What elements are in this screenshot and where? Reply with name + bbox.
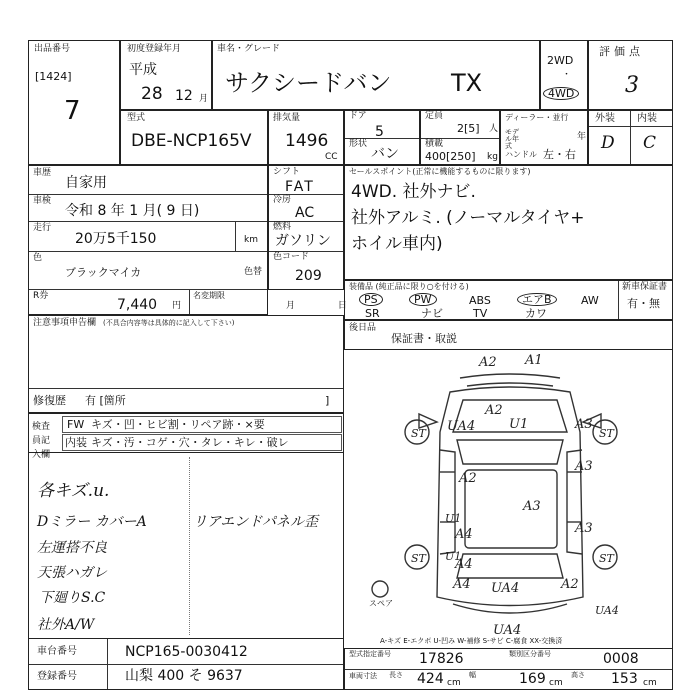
lot-number: 7	[64, 96, 81, 126]
capacity-box	[420, 110, 500, 165]
equip-navi: ナビ	[421, 307, 443, 320]
damage-mark: ST	[411, 552, 426, 565]
car-name: サクシードバン	[225, 69, 392, 97]
equip-abs: ABS	[469, 294, 491, 307]
spare-label: スペア	[369, 599, 393, 608]
name-label: 車名・グレード	[217, 44, 281, 54]
footer-right	[344, 648, 673, 690]
width-value: 169	[519, 671, 546, 687]
new-warranty-value: 有・無	[627, 297, 660, 310]
damage-mark: A2	[479, 355, 497, 370]
fuel-value: ガソリン	[275, 233, 331, 249]
history-block	[28, 165, 268, 315]
drive-dot: ・	[562, 70, 572, 80]
repair-close-bracket: ]	[325, 394, 330, 407]
mileage-label: 走行	[33, 223, 52, 233]
recycle-label: R券	[33, 291, 49, 301]
first-reg-label: 初度登録年月	[127, 44, 182, 54]
load-value: 400[250]	[425, 150, 476, 163]
sales-points-box	[344, 165, 673, 280]
shift-value: FAT	[285, 179, 315, 195]
sales-line-3: ホイル車内)	[351, 234, 443, 254]
reg-value: 山梨 400 そ 9637	[125, 668, 243, 684]
dealer-box	[500, 110, 588, 165]
interior-prefix: 内装	[65, 436, 87, 449]
damage-mark: A3	[575, 459, 593, 474]
equip-ps: PS	[359, 293, 383, 306]
length-label: 長さ	[389, 671, 403, 679]
dealer-label: ディーラー・並行	[505, 113, 569, 122]
year-unit: 年	[577, 132, 587, 142]
caution-sub: (不具合内容等は具体的に記入して下さい)	[103, 319, 235, 327]
damage-mark: A4	[455, 527, 473, 542]
damage-mark: U1	[445, 512, 462, 525]
hand-note-right: リアエンドパネル歪	[193, 514, 319, 530]
damage-legend: A-キズ E-エクボ U-凹み W-補修 S-サビ C-腐食 XX-交換済	[380, 637, 563, 645]
model-value: DBE-NCP165V	[131, 131, 252, 151]
exterior-label: 外装	[595, 113, 615, 124]
km-unit: km	[244, 235, 258, 245]
damage-mark: A4	[453, 577, 471, 592]
height-value: 153	[611, 671, 638, 687]
door-label: ドア	[349, 111, 367, 121]
caution-label: 注意事項申告欄	[33, 318, 97, 328]
drive-box	[540, 40, 588, 110]
equip-aw: AW	[581, 294, 599, 307]
color-value: ブラックマイカ	[65, 266, 142, 279]
class-value: 0008	[603, 651, 639, 667]
damage-mark: U1	[445, 550, 462, 563]
spare-tire	[372, 581, 388, 597]
cc-unit: CC	[325, 152, 338, 162]
handle-value: 左・右	[543, 148, 576, 161]
equipment-box	[344, 280, 673, 320]
equip-pw: PW	[409, 293, 437, 306]
damage-mark: A2	[485, 403, 503, 418]
inspector-box	[28, 413, 344, 460]
equip-airbag: エアB	[517, 293, 557, 306]
damage-mark: A1	[525, 353, 543, 368]
fw-prefix: FW	[67, 418, 85, 431]
equipment-label: 装備品 (純正品に限り○を付ける)	[349, 282, 469, 291]
handwritten-area	[28, 453, 344, 638]
first-reg-box	[120, 40, 212, 110]
new-warranty-label: 新車保証書	[622, 282, 668, 292]
ac-value: AC	[295, 205, 315, 221]
equip-tv: TV	[473, 307, 488, 320]
footer-left	[28, 638, 344, 690]
grade: TX	[451, 69, 483, 97]
first-reg-month: 12	[175, 88, 193, 104]
cm-unit-1: cm	[447, 678, 461, 688]
color-code-label: 色コード	[273, 252, 310, 262]
sales-line-1: 4WD. 社外ナビ.	[351, 182, 476, 202]
history-label: 車歴	[33, 168, 52, 178]
ext-int-box	[588, 110, 673, 165]
damage-mark: ST	[411, 427, 426, 440]
sales-line-2: 社外アルミ. (ノーマルタイヤ+	[351, 208, 585, 228]
inspection-value: 令和 8 年 1 月( 9 日)	[65, 203, 200, 219]
hand-note-4: 天張ハガレ	[37, 565, 107, 581]
damage-mark: A4	[455, 557, 473, 572]
equip-leather: カワ	[525, 307, 547, 320]
hand-note-1: 各キズ.u.	[37, 481, 110, 501]
shape-label: 形状	[349, 139, 368, 149]
lot-label: 出品番号	[34, 44, 71, 54]
car-diagram	[355, 352, 665, 642]
color-no-label: 色替	[244, 267, 263, 277]
model-label: 型式	[127, 113, 146, 123]
type-label: 型式指定番号	[349, 650, 391, 658]
damage-mark: A2	[459, 471, 477, 486]
displacement-value: 1496	[285, 131, 329, 151]
cm-unit-3: cm	[643, 678, 657, 688]
kg-unit: kg	[487, 152, 498, 162]
fuel-label: 燃料	[273, 222, 292, 232]
damage-mark: A3	[523, 499, 541, 514]
handle-label: ハンドル	[505, 150, 537, 159]
displacement-label: 排気量	[273, 113, 301, 123]
damage-mark: UA4	[491, 581, 520, 596]
hand-note-2: Dミラー カバーA	[37, 514, 147, 530]
damage-mark: UA4	[493, 623, 522, 638]
fw-text: キズ・凹・ヒビ割・リペア跡・×要	[91, 418, 265, 431]
doors-value: 5	[375, 124, 384, 140]
eval-box	[588, 40, 673, 110]
drive-2wd: 2WD	[547, 54, 574, 67]
damage-mark: A3	[575, 417, 593, 432]
hand-note-6: 社外A/W	[37, 617, 95, 633]
inspection-label: 車検	[33, 196, 52, 206]
lot-box	[28, 40, 120, 165]
hand-note-3: 左運搭不良	[37, 540, 107, 556]
front-bumper	[460, 374, 560, 378]
inspector-label: 検査員記入欄	[32, 422, 51, 460]
displacement-box	[268, 110, 344, 165]
drive-4wd: 4WD	[543, 87, 579, 100]
capacity-label: 定員	[425, 111, 444, 121]
name-change-label: 名変期限	[193, 291, 225, 300]
repair-value: 有 [箇所	[85, 394, 126, 407]
damage-mark: A2	[561, 577, 579, 592]
name-change-value: 月 日	[286, 301, 367, 311]
damage-mark: A3	[575, 521, 593, 536]
type-value: 17826	[419, 651, 464, 667]
capacity-unit: 人	[489, 124, 499, 134]
shift-block	[268, 165, 344, 290]
lot-code: [1424]	[35, 70, 72, 83]
yen-unit: 円	[172, 301, 182, 311]
recycle-value: 7,440	[117, 297, 158, 313]
cm-unit-2: cm	[549, 678, 563, 688]
repair-label: 修復歴	[33, 394, 66, 407]
equip-sr: SR	[365, 307, 380, 320]
length-value: 424	[417, 671, 444, 687]
model-box	[120, 110, 268, 165]
exterior-grade: D	[601, 133, 615, 153]
damage-mark: UA4	[447, 419, 476, 434]
damage-mark: UA4	[595, 604, 619, 617]
color-code-value: 209	[295, 268, 322, 284]
door-box	[344, 110, 420, 165]
post-label: 後日品	[349, 323, 377, 333]
damage-mark: ST	[599, 552, 614, 565]
model-year-label: モデル年式	[505, 128, 519, 150]
first-reg-year: 28	[141, 84, 163, 104]
height-label: 高さ	[571, 671, 585, 679]
eval-label: 評価点	[599, 45, 644, 58]
dims-label: 車両寸法	[349, 672, 377, 680]
sales-points-label: セールスポイント(正常に機能するものに限ります)	[349, 167, 531, 176]
interior-grade: C	[643, 133, 657, 153]
color-label: 色	[33, 253, 43, 263]
hand-note-5: 下廻りS.C	[39, 590, 106, 606]
ac-label: 冷房	[273, 195, 292, 205]
caution-box	[28, 315, 344, 413]
reg-label: 登録番号	[37, 671, 77, 682]
mileage-value: 20万5千150	[75, 231, 157, 247]
frame-label: 車台番号	[37, 646, 77, 657]
car-name-box	[212, 40, 540, 110]
eval-score: 3	[625, 73, 639, 98]
history-value: 自家用	[65, 175, 107, 191]
post-value: 保証書・取説	[391, 332, 457, 345]
capacity-value: 2[5]	[457, 122, 480, 135]
damage-mark: U1	[509, 417, 529, 432]
post-box	[344, 320, 673, 350]
shape-value: バン	[371, 146, 399, 162]
load-label: 積載	[425, 139, 444, 149]
damage-mark: ST	[599, 427, 614, 440]
width-label: 幅	[469, 671, 476, 679]
interior-text: キズ・汚・コゲ・穴・タレ・キレ・破レ	[91, 436, 289, 449]
frame-value: NCP165-0030412	[125, 644, 248, 660]
era: 平成	[129, 62, 157, 78]
shift-label: シフト	[273, 167, 301, 177]
interior-label: 内装	[637, 113, 657, 124]
class-label: 類別区分番号	[509, 650, 551, 658]
month-unit: 月	[199, 94, 209, 104]
